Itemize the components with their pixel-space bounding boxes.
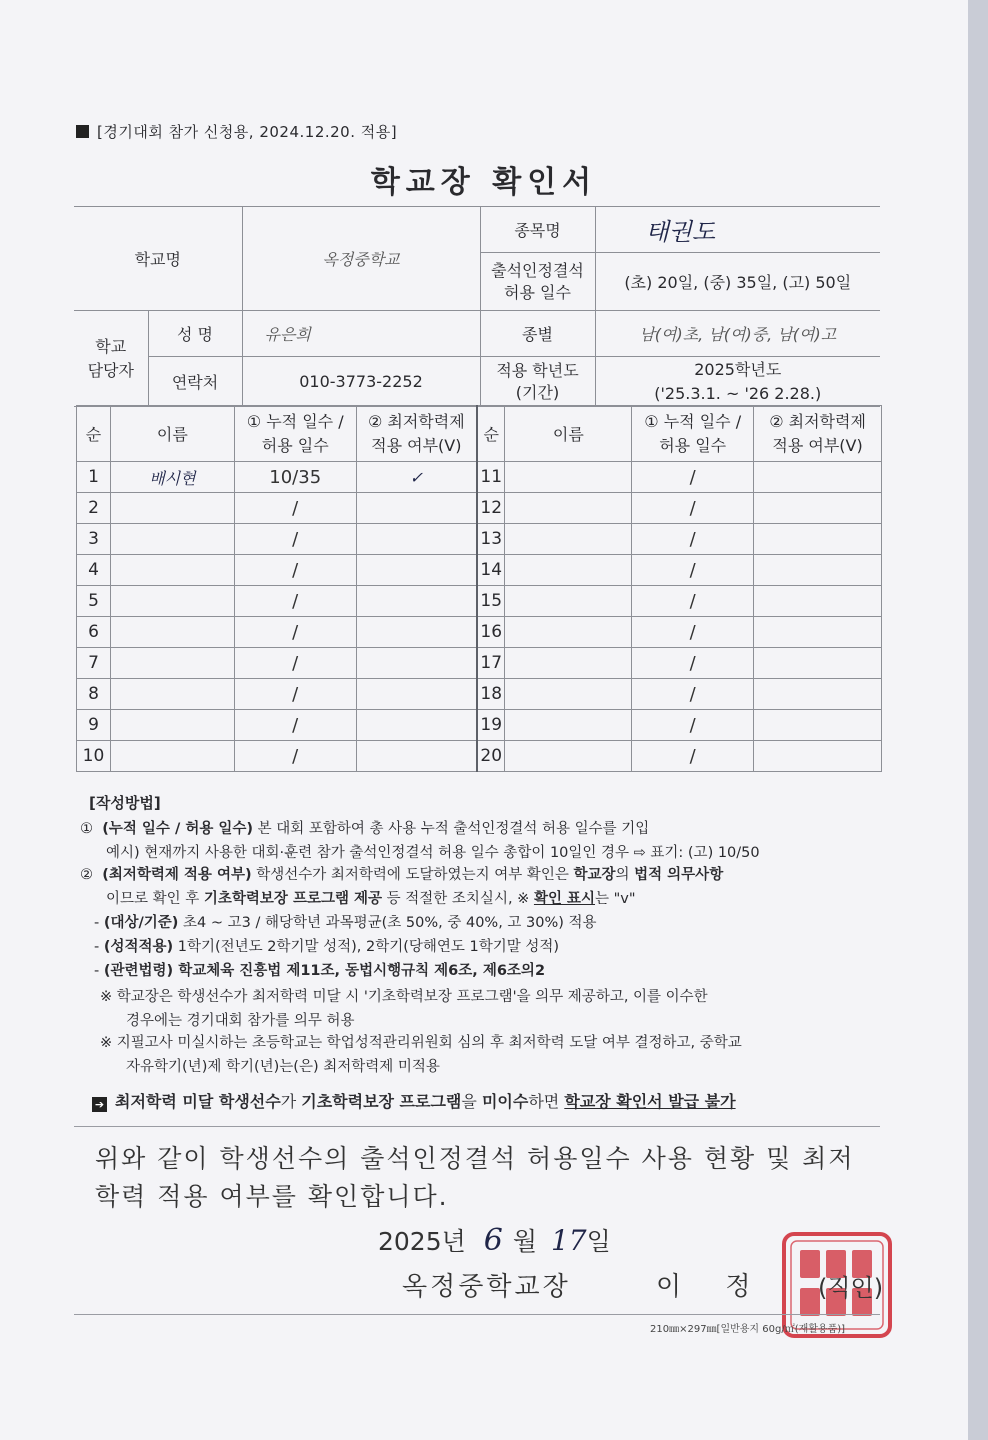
col-days-header: ① 누적 일수 / 허용 일수: [234, 406, 356, 462]
row-number: 10: [77, 741, 111, 772]
row-number-2: 19: [477, 710, 505, 741]
row-number-2: 13: [477, 524, 505, 555]
absence-label: 출석인정결석 허용 일수: [480, 253, 595, 311]
row-min-check-2: [754, 710, 882, 741]
row-min-check: [356, 555, 477, 586]
row-name: [110, 679, 234, 710]
row-days: /: [234, 648, 356, 679]
table-row: [77, 493, 882, 524]
col-min-header-2: ② 최저학력제 적용 여부(V): [754, 406, 882, 462]
row-days-2: /: [632, 648, 754, 679]
row-name-2: [505, 648, 632, 679]
row-days: /: [234, 741, 356, 772]
row-days: /: [234, 493, 356, 524]
row-number-2: 18: [477, 679, 505, 710]
row-name: [110, 493, 234, 524]
row-days: /: [234, 524, 356, 555]
row-name-2: [505, 493, 632, 524]
row-number-2: 11: [477, 462, 505, 493]
table-row: [77, 679, 882, 710]
table-row: [77, 648, 882, 679]
row-days: /: [234, 555, 356, 586]
row-min-check-2: [754, 617, 882, 648]
row-number-2: 14: [477, 555, 505, 586]
row-name: 배시현: [110, 462, 234, 493]
row-number: 4: [77, 555, 111, 586]
square-bullet-icon: [76, 125, 89, 138]
row-number: 5: [77, 586, 111, 617]
seal-label: (직인): [818, 1274, 884, 1302]
row-number-2: 16: [477, 617, 505, 648]
principal-name: 이 정: [656, 1272, 769, 1302]
table-row: [77, 617, 882, 648]
row-days: 10/35: [234, 462, 356, 493]
note-2: ※ 지필고사 미실시하는 초등학교는 학업성적관리위원회 심의 후 최저학력 도달 여부 결정하고, 중학교: [100, 1035, 742, 1051]
staff-label: 학교 담당자: [74, 311, 148, 407]
instruction-1: ① (누적 일수 / 허용 일수) 본 대회 포함하여 총 사용 누적 출석인정결석 허용 일수를 기입: [80, 821, 650, 837]
instruction-2-line2: 이므로 확인 후 기초학력보장 프로그램 제공 등 적절한 조치실시, ※ 확인 표시는 "v": [106, 891, 636, 907]
year-value: 2025학년도 ('25.3.1. ~ '26 2.28.): [595, 357, 880, 407]
row-number: 2: [77, 493, 111, 524]
school-value: 옥정중학교: [242, 207, 480, 311]
row-min-check: ✓: [356, 462, 477, 493]
row-number-2: 12: [477, 493, 505, 524]
row-number: 7: [77, 648, 111, 679]
row-days-2: /: [632, 586, 754, 617]
row-min-check: [356, 524, 477, 555]
row-min-check-2: [754, 648, 882, 679]
absence-value: (초) 20일, (중) 35일, (고) 50일: [595, 253, 880, 311]
event-value: 태권도: [595, 207, 880, 253]
row-days: /: [234, 679, 356, 710]
row-name-2: [505, 617, 632, 648]
principal-title: 옥정중학교장: [402, 1272, 571, 1302]
row-min-check-2: [754, 524, 882, 555]
row-number: 9: [77, 710, 111, 741]
col-min-header: ② 최저학력제 적용 여부(V): [356, 406, 477, 462]
table-header: [77, 406, 882, 462]
row-number: 6: [77, 617, 111, 648]
row-number-2: 20: [477, 741, 505, 772]
row-days: /: [234, 710, 356, 741]
confirmation-text: 위와 같이 학생선수의 출석인정결석 허용일수 사용 현황 및 최저학력 적용 여부를 확인합니다.: [95, 1144, 855, 1211]
year-label: 적용 학년도 (기간): [480, 357, 595, 407]
contact-value: 010-3773-2252: [242, 357, 480, 407]
row-min-check: [356, 679, 477, 710]
row-name: [110, 741, 234, 772]
warning-line: ➔ 최저학력 미달 학생선수가 기초학력보장 프로그램을 미이수하면 학교장 확인서 발급 불가: [92, 1091, 736, 1113]
table-body: [77, 462, 882, 772]
footer-rule: [74, 1314, 880, 1315]
gender-label: 종별: [480, 311, 595, 357]
row-name: [110, 617, 234, 648]
row-days: /: [234, 617, 356, 648]
row-min-check-2: [754, 555, 882, 586]
method-heading: [작성방법]: [89, 794, 161, 812]
row-name-2: [505, 710, 632, 741]
row-min-check-2: [754, 462, 882, 493]
row-name-2: [505, 679, 632, 710]
row-min-check: [356, 586, 477, 617]
arrow-box-icon: ➔: [92, 1097, 107, 1112]
row-days-2: /: [632, 524, 754, 555]
row-days: /: [234, 586, 356, 617]
row-min-check: [356, 648, 477, 679]
table-row: [77, 524, 882, 555]
athlete-table: [76, 405, 882, 772]
paper-spec: 210㎜×297㎜[일반용지 60g/㎡(재활용품)]: [650, 1324, 846, 1335]
row-name-2: [505, 462, 632, 493]
detail-grade: - (성적적용) 1학기(전년도 2학기말 성적), 2학기(당해연도 1학기말 성적): [94, 939, 560, 955]
table-row: [77, 555, 882, 586]
col-days-header-2: ① 누적 일수 / 허용 일수: [632, 406, 754, 462]
row-days-2: /: [632, 741, 754, 772]
detail-target: - (대상/기준) 초4 ~ 고3 / 해당학년 과목평균(초 50%, 중 40%, 고 30%) 적용: [94, 915, 597, 931]
table-row: [77, 741, 882, 772]
detail-law: - (관련법령) 학교체육 진흥법 제11조, 동법시행규칙 제6조, 제6조의2: [94, 963, 546, 979]
info-table: [74, 206, 880, 407]
col-name-header: 이름: [110, 406, 234, 462]
table-row: [77, 710, 882, 741]
row-min-check: [356, 617, 477, 648]
row-min-check-2: [754, 741, 882, 772]
row-name-2: [505, 586, 632, 617]
row-days-2: /: [632, 617, 754, 648]
row-days-2: /: [632, 493, 754, 524]
row-days-2: /: [632, 462, 754, 493]
instruction-2: ② (최저학력제 적용 여부) 학생선수가 최저학력에 도달하였는지 여부 확인은 학교장의 법적 의무사항: [80, 867, 724, 883]
row-number-2: 17: [477, 648, 505, 679]
note-2-line2: 자유학기(년)제 학기(년)는(은) 최저학력제 미적용: [126, 1059, 440, 1075]
row-name: [110, 524, 234, 555]
name-label: 성 명: [148, 311, 242, 357]
table-row: [77, 462, 882, 493]
row-number-2: 15: [477, 586, 505, 617]
document-title: 학교장 확인서: [370, 165, 598, 200]
row-name: [110, 586, 234, 617]
row-name-2: [505, 555, 632, 586]
row-min-check: [356, 493, 477, 524]
contact-label: 연락처: [148, 357, 242, 407]
row-number: 1: [77, 462, 111, 493]
table-row: [77, 586, 882, 617]
row-name-2: [505, 741, 632, 772]
row-days-2: /: [632, 679, 754, 710]
row-min-check: [356, 710, 477, 741]
gender-value: 남(여)초, 남(여)중, 남(여)고: [595, 311, 880, 357]
row-min-check: [356, 741, 477, 772]
instruction-1-example: 예시) 현재까지 사용한 대회·훈련 참가 출석인정결석 허용 일수 총합이 10일인 경우 ⇨ 표기: (고) 10/50: [106, 845, 760, 861]
row-min-check-2: [754, 493, 882, 524]
row-number: 3: [77, 524, 111, 555]
form-usage-note: [경기대회 참가 신청용, 2024.12.20. 적용]: [76, 121, 397, 142]
issue-date: 2025년 6 월 17일: [378, 1223, 611, 1258]
background-surface: [968, 0, 988, 1440]
note-1-line2: 경우에는 경기대회 참가를 의무 허용: [126, 1013, 355, 1029]
row-name: [110, 710, 234, 741]
row-days-2: /: [632, 555, 754, 586]
row-name-2: [505, 524, 632, 555]
name-value: 유은희: [242, 311, 480, 357]
row-min-check-2: [754, 679, 882, 710]
row-min-check-2: [754, 586, 882, 617]
row-name: [110, 648, 234, 679]
col-no-header: 순: [77, 406, 111, 462]
section-divider: [74, 1126, 880, 1127]
col-no-header-2: 순: [477, 406, 505, 462]
row-number: 8: [77, 679, 111, 710]
note-1: ※ 학교장은 학생선수가 최저학력 미달 시 '기초학력보장 프로그램'을 의무 제공하고, 이를 이수한: [100, 989, 708, 1005]
school-label: 학교명: [74, 207, 242, 311]
col-name-header-2: 이름: [505, 406, 632, 462]
row-days-2: /: [632, 710, 754, 741]
row-name: [110, 555, 234, 586]
event-label: 종목명: [480, 207, 595, 253]
